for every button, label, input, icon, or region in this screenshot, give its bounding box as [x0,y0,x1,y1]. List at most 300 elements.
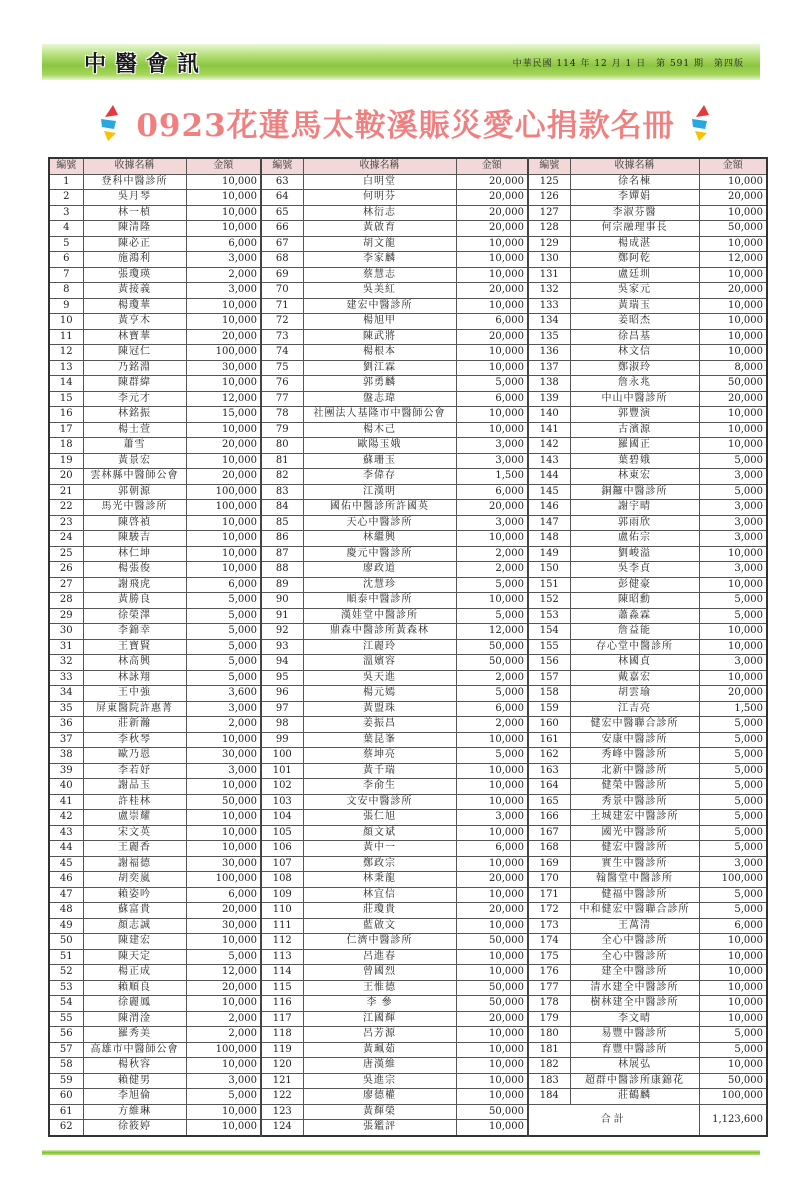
donor-name: 吳家元 [570,283,699,299]
donor-number: 12 [49,345,83,361]
donor-name: 莊瓊貴 [303,903,456,919]
table-row [49,1027,767,1043]
donor-amount: 10,000 [186,562,261,578]
column-header-amount: 金額 [186,158,261,174]
donor-number: 122 [261,1089,303,1105]
donor-name: 王麗香 [83,841,186,857]
donor-number: 101 [261,763,303,779]
donor-amount: 20,000 [699,391,767,407]
donor-name: 謝品玉 [83,779,186,795]
donor-name: 馬光中醫診所 [83,500,186,516]
donor-number: 38 [49,748,83,764]
donor-name: 陳建宏 [83,934,186,950]
column-header-amount: 金額 [456,158,528,174]
donor-name: 實生中醫診所 [570,856,699,872]
donor-amount: 10,000 [186,453,261,469]
donor-name: 楊士萱 [83,422,186,438]
donor-amount: 6,000 [186,577,261,593]
donor-amount: 5,000 [186,608,261,624]
donor-name: 林仁坤 [83,546,186,562]
donor-number: 118 [261,1027,303,1043]
donor-name: 全心中醫診所 [570,934,699,950]
donor-number: 105 [261,825,303,841]
donor-amount: 5,000 [699,794,767,810]
donor-number: 5 [49,236,83,252]
donor-amount: 20,000 [699,190,767,206]
donor-name: 國光中醫診所 [570,825,699,841]
donor-name: 李嬋娟 [570,190,699,206]
donor-name: 銅鑼中醫診所 [570,484,699,500]
donor-number: 56 [49,1027,83,1043]
donor-number: 98 [261,717,303,733]
donor-number: 124 [261,1120,303,1136]
donor-amount: 10,000 [186,376,261,392]
donor-number: 29 [49,608,83,624]
donor-name: 林秉龍 [303,872,456,888]
donor-amount: 2,000 [186,717,261,733]
donor-number: 170 [528,872,570,888]
donor-number: 169 [528,856,570,872]
donor-amount: 10,000 [699,345,767,361]
donor-number: 153 [528,608,570,624]
donor-name: 建全中醫診所 [570,965,699,981]
table-row [49,376,767,392]
donor-name: 徐名棟 [570,174,699,190]
table-row [49,996,767,1012]
donor-name: 王寶賢 [83,639,186,655]
donor-name: 張鑑評 [303,1120,456,1136]
donor-amount: 10,000 [186,934,261,950]
table-row [49,314,767,330]
donor-number: 102 [261,779,303,795]
donor-number: 85 [261,515,303,531]
donor-name: 賴健男 [83,1073,186,1089]
donor-number: 171 [528,887,570,903]
donor-name: 黃珮茹 [303,1042,456,1058]
newsletter-logo: 中醫會訊 [84,52,209,77]
donor-amount: 10,000 [456,949,528,965]
donor-amount: 10,000 [699,236,767,252]
donor-number: 55 [49,1011,83,1027]
donor-number: 69 [261,267,303,283]
donor-amount: 5,000 [699,779,767,795]
donor-amount: 10,000 [186,546,261,562]
table-row [49,856,767,872]
donor-name: 古濱源 [570,422,699,438]
donor-number: 110 [261,903,303,919]
donor-name: 林文信 [570,345,699,361]
donor-amount: 20,000 [456,872,528,888]
donor-number: 144 [528,469,570,485]
donor-number: 72 [261,314,303,330]
donor-amount: 3,000 [186,252,261,268]
donor-number: 172 [528,903,570,919]
donor-amount: 10,000 [456,1058,528,1074]
donor-number: 77 [261,391,303,407]
table-row [49,593,767,609]
donor-amount: 10,000 [456,1073,528,1089]
donor-number: 58 [49,1058,83,1074]
donor-name: 藍啟文 [303,918,456,934]
donor-amount: 10,000 [699,980,767,996]
table-row [49,252,767,268]
donor-number: 91 [261,608,303,624]
donor-amount: 30,000 [186,856,261,872]
donor-number: 47 [49,887,83,903]
table-row [49,717,767,733]
donor-amount: 10,000 [186,174,261,190]
donor-amount: 10,000 [699,934,767,950]
donor-amount: 5,000 [456,686,528,702]
donor-number: 155 [528,639,570,655]
donor-amount: 5,000 [699,841,767,857]
donor-number: 97 [261,701,303,717]
donor-amount: 10,000 [699,949,767,965]
table-row [49,763,767,779]
donor-number: 111 [261,918,303,934]
donor-amount: 6,000 [699,918,767,934]
donor-amount: 12,000 [186,965,261,981]
donor-number: 173 [528,918,570,934]
donor-number: 92 [261,624,303,640]
donor-amount: 12,000 [699,252,767,268]
donor-amount: 3,600 [186,686,261,702]
donor-name: 戴嘉宏 [570,670,699,686]
donor-amount: 5,000 [699,1042,767,1058]
table-row [49,221,767,237]
donor-number: 132 [528,283,570,299]
donor-name: 林一楨 [83,205,186,221]
donor-number: 99 [261,732,303,748]
total-amount: 1,123,600 [699,1104,767,1136]
donor-name: 黃輝榮 [303,1104,456,1120]
donor-number: 59 [49,1073,83,1089]
donor-amount: 10,000 [456,531,528,547]
donor-number: 8 [49,283,83,299]
donor-amount: 10,000 [456,825,528,841]
donor-amount: 5,000 [186,655,261,671]
donor-name: 呂芳源 [303,1027,456,1043]
donor-amount: 5,000 [699,763,767,779]
donor-amount: 5,000 [699,903,767,919]
donor-name: 高雄市中醫師公會 [83,1042,186,1058]
donor-amount: 5,000 [699,717,767,733]
donor-name: 詹永兆 [570,376,699,392]
donor-amount: 10,000 [186,205,261,221]
donor-amount: 50,000 [186,794,261,810]
column-header-name: 收據名稱 [303,158,456,174]
donor-amount: 5,000 [456,376,528,392]
donor-number: 143 [528,453,570,469]
donor-number: 94 [261,655,303,671]
donor-amount: 10,000 [699,267,767,283]
donor-amount: 20,000 [699,283,767,299]
donor-name: 鄭淑玲 [570,360,699,376]
donor-number: 81 [261,453,303,469]
donor-name: 雲林縣中醫師公會 [83,469,186,485]
donor-number: 157 [528,670,570,686]
donor-number: 49 [49,918,83,934]
donor-number: 3 [49,205,83,221]
donor-name: 楊元嫣 [303,686,456,702]
donor-number: 25 [49,546,83,562]
donor-amount: 5,000 [699,825,767,841]
donor-name: 賴姿吟 [83,887,186,903]
donor-amount: 3,000 [456,453,528,469]
donor-name: 劉江霖 [303,360,456,376]
donor-number: 129 [528,236,570,252]
donor-name: 羅國正 [570,438,699,454]
table-row [49,562,767,578]
donor-name: 陳駿吉 [83,531,186,547]
donor-name: 黃勝良 [83,593,186,609]
table-row [49,1058,767,1074]
donor-number: 46 [49,872,83,888]
donor-number: 164 [528,779,570,795]
donor-amount: 50,000 [456,980,528,996]
donor-name: 陳啓禎 [83,515,186,531]
donor-number: 159 [528,701,570,717]
table-row [49,205,767,221]
donor-number: 89 [261,577,303,593]
donor-name: 林銘振 [83,407,186,423]
donor-amount: 10,000 [456,1089,528,1105]
donor-number: 70 [261,283,303,299]
donor-number: 32 [49,655,83,671]
donor-number: 64 [261,190,303,206]
donor-amount: 10,000 [699,1058,767,1074]
donor-number: 14 [49,376,83,392]
total-label: 合計 [528,1104,699,1136]
donor-number: 86 [261,531,303,547]
donor-name: 謝福德 [83,856,186,872]
donor-name: 陳冠仁 [83,345,186,361]
donor-amount: 5,000 [699,608,767,624]
donor-amount: 100,000 [186,872,261,888]
donor-number: 27 [49,577,83,593]
donor-amount: 5,000 [699,453,767,469]
donor-amount: 10,000 [186,841,261,857]
donor-name: 溫嬪容 [303,655,456,671]
donor-amount: 2,000 [456,670,528,686]
donor-name: 安康中醫診所 [570,732,699,748]
donor-name: 張瓊瑛 [83,267,186,283]
donor-amount: 10,000 [699,329,767,345]
donor-name: 葉昆峯 [303,732,456,748]
donor-amount: 5,000 [186,593,261,609]
donor-number: 80 [261,438,303,454]
donor-name: 楊正成 [83,965,186,981]
donor-name: 賴順良 [83,980,186,996]
donor-number: 165 [528,794,570,810]
donor-number: 57 [49,1042,83,1058]
donor-name: 郭雨欣 [570,515,699,531]
donor-number: 116 [261,996,303,1012]
donor-number: 28 [49,593,83,609]
donor-amount: 20,000 [186,329,261,345]
donor-amount: 3,000 [456,438,528,454]
donor-name: 顏志誠 [83,918,186,934]
table-row [49,949,767,965]
donor-amount: 12,000 [456,624,528,640]
table-row [49,174,767,190]
donor-number: 36 [49,717,83,733]
donor-amount: 2,000 [186,267,261,283]
donor-amount: 5,000 [699,593,767,609]
donor-name: 黃千瑞 [303,763,456,779]
donor-name: 吳天進 [303,670,456,686]
donor-number: 179 [528,1011,570,1027]
donor-number: 6 [49,252,83,268]
donor-name: 楊木己 [303,422,456,438]
donor-number: 21 [49,484,83,500]
donor-number: 177 [528,980,570,996]
table-row [49,841,767,857]
table-row [49,1089,767,1105]
donor-number: 128 [528,221,570,237]
donor-name: 葉碧娥 [570,453,699,469]
donor-number: 34 [49,686,83,702]
donor-name: 陳清隆 [83,221,186,237]
table-row [49,1042,767,1058]
table-row [49,701,767,717]
table-row [49,655,767,671]
donor-number: 145 [528,484,570,500]
donor-number: 178 [528,996,570,1012]
donor-number: 75 [261,360,303,376]
donor-amount: 10,000 [186,221,261,237]
donor-amount: 10,000 [456,887,528,903]
donor-number: 131 [528,267,570,283]
donor-number: 16 [49,407,83,423]
donor-name: 何明芬 [303,190,456,206]
donor-amount: 30,000 [186,360,261,376]
donor-amount: 10,000 [699,577,767,593]
donor-amount: 5,000 [699,887,767,903]
donor-name: 方維琳 [83,1104,186,1120]
donor-number: 7 [49,267,83,283]
donor-number: 39 [49,763,83,779]
donor-number: 147 [528,515,570,531]
table-row [49,438,767,454]
donor-amount: 10,000 [699,546,767,562]
donor-number: 4 [49,221,83,237]
donor-name: 林寶華 [83,329,186,345]
donor-name: 楊秋容 [83,1058,186,1074]
donor-number: 63 [261,174,303,190]
table-row [49,360,767,376]
donor-amount: 10,000 [186,779,261,795]
donor-number: 133 [528,298,570,314]
donor-number: 138 [528,376,570,392]
donor-number: 50 [49,934,83,950]
donor-number: 150 [528,562,570,578]
table-row [49,965,767,981]
donor-number: 163 [528,763,570,779]
donor-number: 96 [261,686,303,702]
donor-name: 郭勇麟 [303,376,456,392]
donor-name: 林國貞 [570,655,699,671]
donor-amount: 5,000 [456,608,528,624]
table-row [49,624,767,640]
table-row [49,825,767,841]
donor-name: 沈慧珍 [303,577,456,593]
donor-number: 33 [49,670,83,686]
donor-name: 鄭政宗 [303,856,456,872]
donor-amount: 10,000 [456,252,528,268]
issue-date-line: 中華民國 114 年 12 月 1 日 第 591 期 第四版 [512,59,744,69]
donor-amount: 6,000 [456,484,528,500]
donor-name: 姜振昌 [303,717,456,733]
donor-amount: 50,000 [699,376,767,392]
donor-name: 李秋琴 [83,732,186,748]
table-row [49,934,767,950]
table-row [49,732,767,748]
donor-amount: 20,000 [186,469,261,485]
donor-number: 15 [49,391,83,407]
table-row [49,1104,767,1120]
donor-amount: 1,500 [456,469,528,485]
donor-name: 健榮中醫診所 [570,779,699,795]
donor-number: 60 [49,1089,83,1105]
donor-name: 盧崇耀 [83,810,186,826]
donor-name: 宋文英 [83,825,186,841]
donor-name: 慶元中醫診所 [303,546,456,562]
donor-number: 71 [261,298,303,314]
donor-name: 楊張俊 [83,562,186,578]
donor-amount: 6,000 [186,236,261,252]
table-row [49,267,767,283]
donor-number: 74 [261,345,303,361]
donor-amount: 20,000 [456,329,528,345]
donor-name: 姜昭杰 [570,314,699,330]
table-row [49,407,767,423]
donor-number: 43 [49,825,83,841]
donor-number: 19 [49,453,83,469]
donor-amount: 20,000 [456,500,528,516]
table-row [49,779,767,795]
donor-amount: 3,000 [699,655,767,671]
decorative-flag-icon-right [690,103,712,143]
donor-name: 何宗融理事長 [570,221,699,237]
donor-number: 13 [49,360,83,376]
donor-name: 張仁旭 [303,810,456,826]
table-row [49,329,767,345]
donor-number: 31 [49,639,83,655]
donor-amount: 3,000 [456,810,528,826]
donor-amount: 10,000 [456,794,528,810]
donor-amount: 10,000 [699,174,767,190]
donor-amount: 3,000 [186,283,261,299]
donor-amount: 20,000 [186,903,261,919]
donor-name: 屏東醫院許惠菁 [83,701,186,717]
donor-amount: 50,000 [456,996,528,1012]
donor-number: 112 [261,934,303,950]
donor-amount: 6,000 [456,701,528,717]
donor-amount: 5,000 [186,639,261,655]
donor-amount: 10,000 [186,298,261,314]
table-row [49,469,767,485]
donor-number: 121 [261,1073,303,1089]
donor-amount: 5,000 [186,624,261,640]
donor-name: 黃啟育 [303,221,456,237]
donor-amount: 3,000 [699,500,767,516]
donor-number: 10 [49,314,83,330]
donor-name: 江漢明 [303,484,456,500]
donor-number: 184 [528,1089,570,1105]
donor-name: 盤志瑋 [303,391,456,407]
page-title-row [0,100,811,150]
